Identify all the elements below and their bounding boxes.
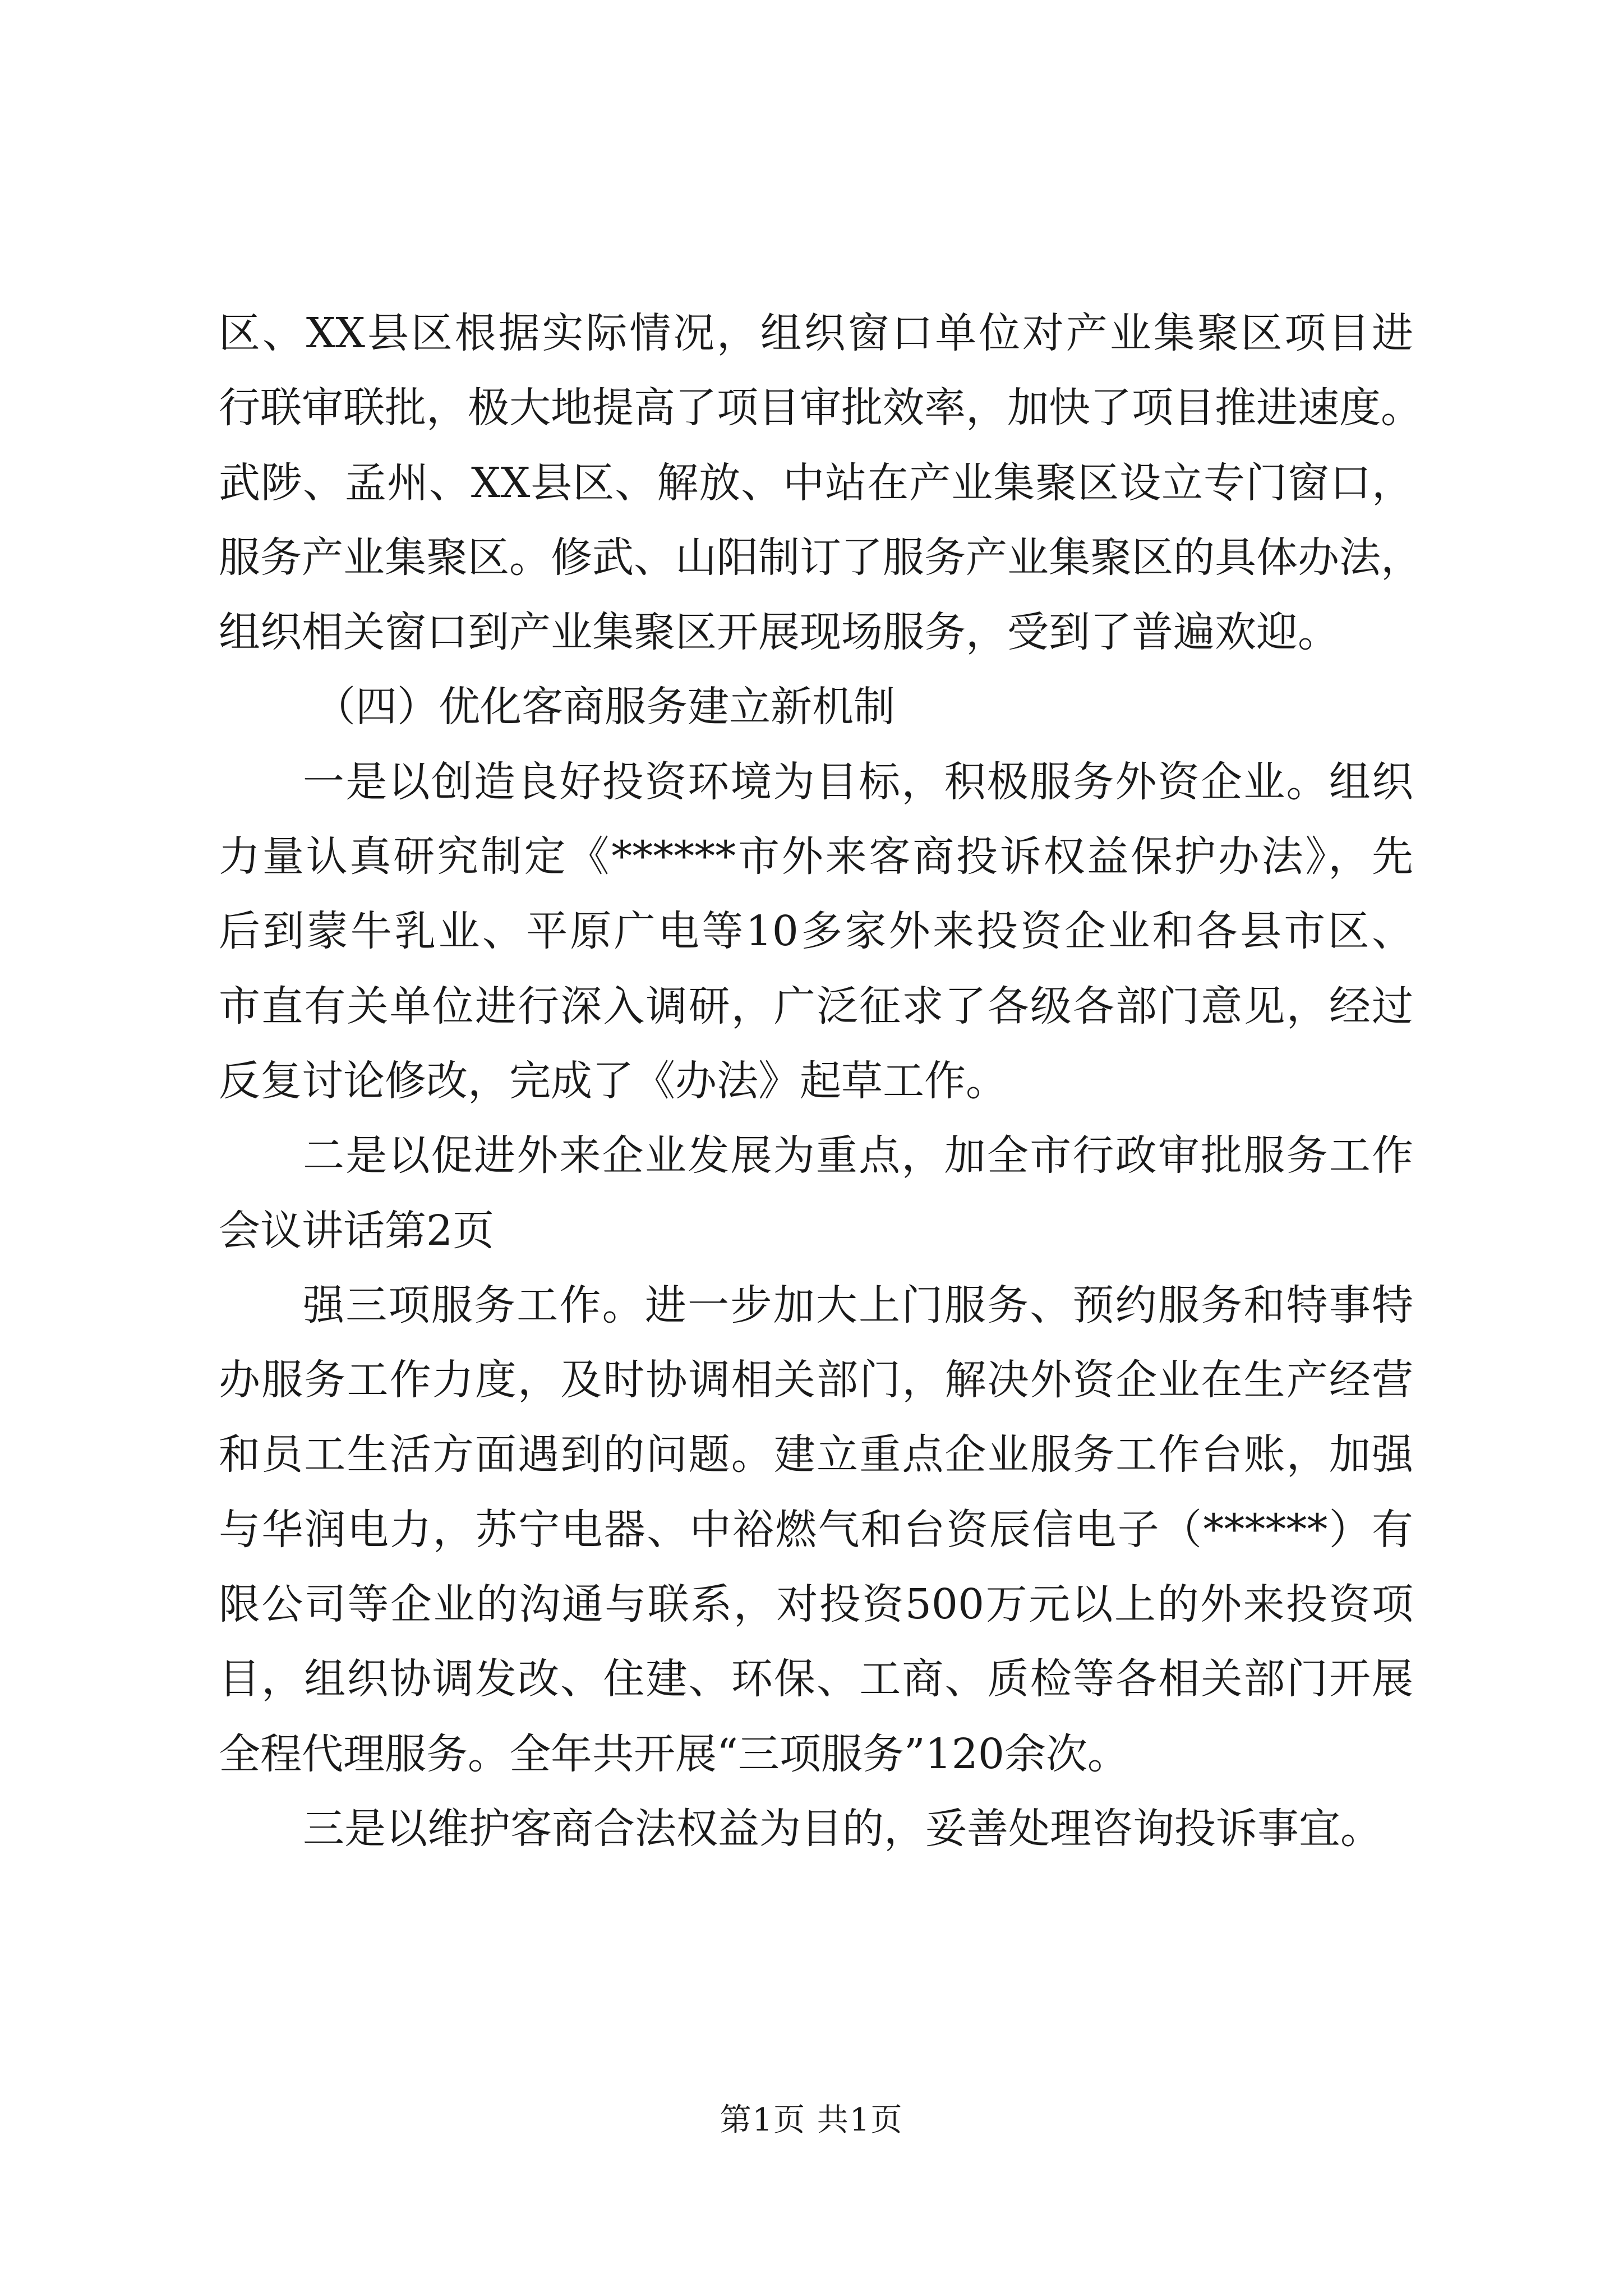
document-body [219, 296, 1422, 1866]
text-line: 全程代理服务。全年共开展“三项服务”120余次。 [219, 1729, 1129, 1778]
text-line: 区、XX县区根据实际情况，组织窗口单位对产业集聚区项目进 [219, 309, 1413, 357]
text-line: 市直有关单位进行深入调研，广泛征求了各级各部门意见，经过 [219, 982, 1413, 1030]
text-line: 目，组织协调发改、住建、环保、工商、质检等各相关部门开展 [219, 1655, 1413, 1704]
page-break-note: 会议讲话第2页 [219, 1206, 495, 1255]
text-line: 组织相关窗口到产业集聚区开展现场服务，受到了普遍欢迎。 [219, 608, 1339, 657]
text-line: 后到蒙牛乳业、平原广电等10多家外来投资企业和各县市区、 [219, 907, 1413, 956]
text-line: 限公司等企业的沟通与联系，对投资500万元以上的外来投资项 [219, 1580, 1413, 1629]
text-line: 和员工生活方面遇到的问题。建立重点企业服务工作台账，加强 [219, 1430, 1413, 1479]
paragraph-first-line: 强三项服务工作。进一步加大上门服务、预约服务和特事特 [303, 1281, 1413, 1329]
section-heading: （四）优化客商服务建立新机制 [314, 683, 895, 731]
paragraph-first-line: 一是以创造良好投资环境为目标，积极服务外资企业。组织 [303, 757, 1413, 806]
text-line: 办服务工作力度，及时协调相关部门，解决外资企业在生产经营 [219, 1356, 1413, 1405]
paragraph-first-line: 二是以促进外来企业发展为重点，加全市行政审批服务工作 [303, 1131, 1413, 1180]
text-line: 与华润电力，苏宁电器、中裕燃气和台资辰信电子（******）有 [219, 1505, 1413, 1554]
page-footer: 第1页 共1页 [720, 2102, 903, 2138]
text-line: 力量认真研究制定《******市外来客商投诉权益保护办法》，先 [219, 832, 1413, 881]
paragraph-first-line: 三是以维护客商合法权益为目的，妥善处理咨询投诉事宜。 [303, 1804, 1382, 1853]
text-line: 反复讨论修改，完成了《办法》起草工作。 [219, 1056, 1007, 1105]
text-line: 行联审联批，极大地提高了项目审批效率，加快了项目推进速度。 [219, 384, 1422, 432]
text-line: 服务产业集聚区。修武、山阳制订了服务产业集聚区的具体办法， [219, 533, 1422, 582]
text-line: 武陟、孟州、XX县区、解放、中站在产业集聚区设立专门窗口， [219, 458, 1413, 507]
